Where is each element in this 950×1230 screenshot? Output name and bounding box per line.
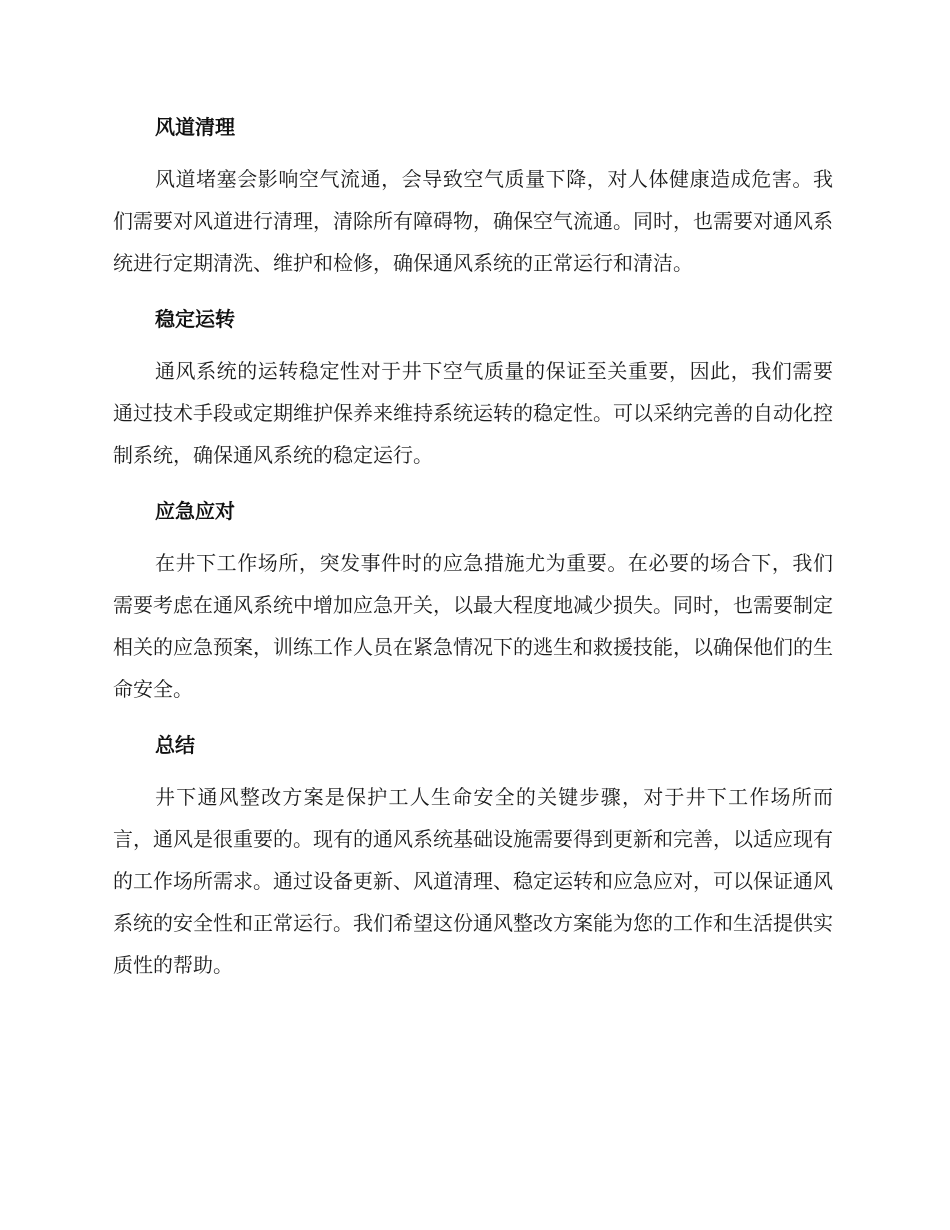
document-page: [113, 108, 833, 1002]
section-paragraph: 风道堵塞会影响空气流通，会导致空气质量下降，对人体健康造成危害。我们需要对风道进行清理，清除所有障碍物，确保空气流通。同时，也需要对通风系统进行定期清洗、维护和检修，确保通风系统的正常运行和清洁。: [113, 167, 833, 275]
section-paragraph: 通风系统的运转稳定性对于井下空气质量的保证至关重要，因此，我们需要通过技术手段或定期维护保养来维持系统运转的稳定性。可以采纳完善的自动化控制系统，确保通风系统的稳定运行。: [113, 359, 833, 467]
section-heading: 应急应对: [155, 499, 235, 523]
section-heading: 稳定运转: [155, 307, 235, 331]
section-summary: [113, 726, 833, 986]
section-stable-operation: [113, 300, 833, 476]
section-emergency-response: [113, 492, 833, 710]
section-heading: 风道清理: [155, 115, 235, 139]
section-paragraph: 井下通风整改方案是保护工人生命安全的关键步骤，对于井下工作场所而言，通风是很重要的。现有的通风系统基础设施需要得到更新和完善，以适应现有的工作场所需求。通过设备更新、风道清理、稳定运转和应急应对，可以保证通风系统的安全性和正常运行。我们希望这份通风整改方案能为您的工作和生活提供实质性的帮助。: [113, 785, 833, 977]
section-paragraph: 在井下工作场所，突发事件时的应急措施尤为重要。在必要的场合下，我们需要考虑在通风系统中增加应急开关，以最大程度地减少损失。同时，也需要制定相关的应急预案，训练工作人员在紧急情况下的逃生和救援技能，以确保他们的生命安全。: [113, 551, 833, 701]
section-duct-cleaning: [113, 108, 833, 284]
section-heading: 总结: [155, 733, 195, 757]
